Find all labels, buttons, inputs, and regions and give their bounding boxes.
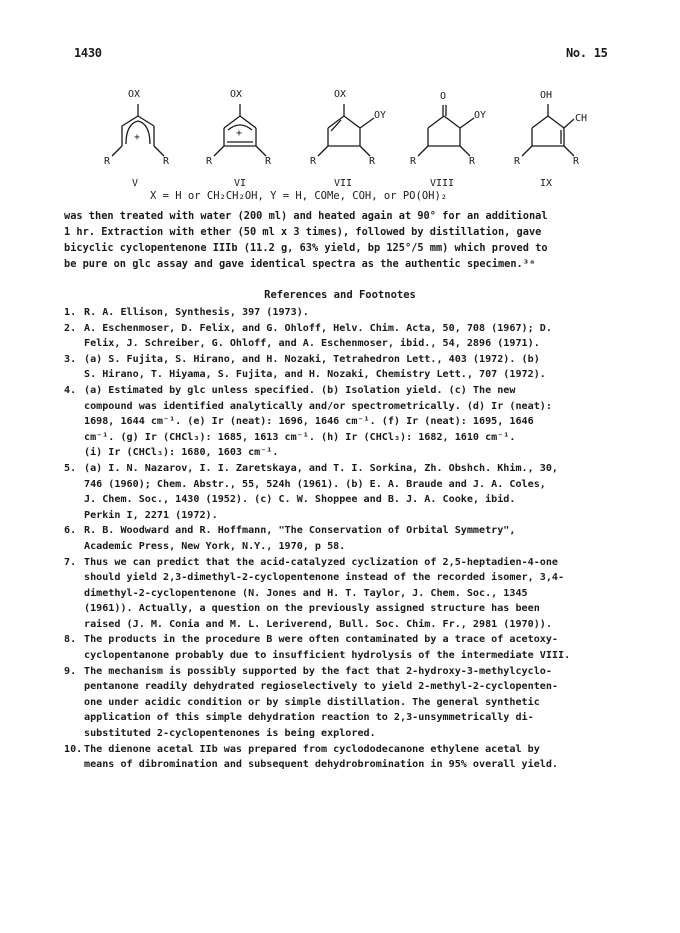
atom-r: R (514, 156, 521, 167)
reference-text: The mechanism is possibly supported by the fact that 2-hydroxy-3-methylcyclo- pentanone readily dehydrated regioselectively to yield 2-methyl-2-cyclopenten- one under acidic condition or by simple distillation. The general synthetic application of this simple dehydration reaction to 2,3-unsymmetrically di- substituted 2-cyclopentenones is being explored. (84, 665, 559, 740)
reference-item (64, 461, 628, 523)
atom-oh: OH (540, 90, 553, 101)
reference-text: The products in the procedure B were often contaminated by a trace of acetoxy- cyclopentanone probably due to insufficient hydrolysis of the intermediate VIII. (84, 634, 571, 662)
body-line: bicyclic cyclopentenone IIIb (11.2 g, 63% yield, bp 125°/5 mm) which proved to (64, 242, 548, 254)
reference-item (64, 742, 628, 773)
atom-r: R (104, 156, 111, 167)
reference-text: (a) S. Fujita, S. Hirano, and H. Nozaki, Tetrahedron Lett., 403 (1972). (b) S. Hirano, T. Hiyama, S. Fujita, and H. Nozaki, Chemistry Lett., 707 (1972). (84, 353, 546, 381)
structure-VI (206, 89, 272, 188)
atom-ch: CH (575, 113, 588, 124)
reference-text: R. A. Ellison, Synthesis, 397 (1973). (84, 307, 309, 318)
label-IX: IX (540, 178, 553, 188)
atom-ox: OX (334, 89, 347, 100)
reference-number: 3. (64, 353, 77, 365)
label-VIII: VIII (430, 178, 455, 188)
reference-number: 6. (64, 525, 77, 537)
atom-r: R (206, 156, 213, 167)
reference-item (64, 305, 628, 321)
reference-item (64, 321, 628, 352)
substituent-definition: X = H or CH₂CH₂OH, Y = H, COMe, COH, or PO(OH)₂ (150, 190, 448, 202)
body-line: was then treated with water (200 ml) and heated again at 90° for an additional (64, 210, 548, 222)
plus-charge: + (236, 128, 243, 139)
reference-number: 4. (64, 384, 77, 396)
reference-number: 2. (64, 322, 77, 334)
atom-r: R (265, 156, 272, 167)
body-line: 1 hr. Extraction with ether (50 ml x 3 times), followed by distillation, gave (64, 226, 542, 238)
reference-item (64, 352, 628, 383)
reference-number: 7. (64, 556, 77, 568)
structure-IX (514, 90, 587, 188)
atom-r: R (369, 156, 376, 167)
label-VI: VI (234, 178, 247, 188)
reference-text: Thus we can predict that the acid-catalyzed cyclization of 2,5-heptadien-4-one should yield 2,3-dimethyl-2-cyclopentenone instead of the recorded isomer, 3,4- dimethyl-2-cyclopentenone (N. Jones and H. T. Taylor, J. Chem. Soc., 1345 (1961)). Actually, a question on the previously assigned structure has been raised (J. M. Conia and M. L. Leriverend, Bull. Soc. Chim. Fr., 2981 (1970)). (84, 556, 565, 630)
reference-item (64, 555, 628, 633)
page-number: 1430 (74, 46, 102, 60)
atom-r: R (573, 156, 580, 167)
atom-r: R (310, 156, 317, 167)
atom-ox: OX (230, 89, 243, 100)
reference-item (64, 523, 628, 554)
reference-text: R. B. Woodward and R. Hoffmann, "The Conservation of Orbital Symmetry", Academic Press, New York, N.Y., 1970, p 58. (84, 525, 516, 552)
atom-oy: OY (374, 110, 387, 121)
reaction-scheme (0, 88, 680, 188)
section-title: References and Footnotes (264, 289, 416, 301)
body-line: be pure on glc assay and gave identical spectra as the authentic specimen.³ᵃ (64, 258, 536, 270)
structure-V (104, 89, 170, 188)
body-paragraph (64, 208, 624, 272)
atom-r: R (163, 156, 170, 167)
reference-number: 9. (64, 665, 77, 677)
reference-text: A. Eschenmoser, D. Felix, and G. Ohloff, Helv. Chim. Acta, 50, 708 (1967); D. Felix, J. Schreiber, G. Ohloff, and A. Eschenmoser, ibid., 54, 2896 (1971). (84, 322, 552, 350)
structure-VII (310, 89, 386, 188)
reference-text: The dienone acetal IIb was prepared from cyclododecanone ethylene acetal by means of dibromination and subsequent dehydrobromination in 95% overall yield. (84, 743, 559, 771)
reference-number: 10. (64, 743, 83, 755)
atom-oy: OY (474, 110, 487, 121)
reference-text: (a) I. N. Nazarov, I. I. Zaretskaya, and T. I. Sorkina, Zh. Obshch. Khim., 30, 746 (1960); Chem. Abstr., 55, 524h (1961). (b) E. A. Braude and J. A. Coles, J. Chem. Soc., 1430 (1952). (c) C. W. Shoppee and B. J. A. Cooke, ibid. Perkin I, 2271 (1972). (84, 462, 559, 521)
reference-item (64, 664, 628, 742)
reference-text: (a) Estimated by glc unless specified. (b) Isolation yield. (c) The new compound was identified analytically and/or spectrometrically. (d) Ir (neat): 1698, 1644 cm⁻¹. (e) Ir (neat): 1696, 1646 cm⁻¹. (f) Ir (neat): 1695, 1646 cm⁻¹. (g) Ir (CHCl₃): 1685, 1613 cm⁻¹. (h) Ir (CHCl₃): 1682, 1610 cm⁻¹. (i) Ir (CHCl₃): 1680, 1603 cm⁻¹. (84, 384, 552, 459)
label-VII: VII (334, 178, 353, 188)
reference-number: 1. (64, 307, 77, 318)
structure-VIII (410, 91, 486, 188)
reference-list (64, 305, 628, 773)
reference-number: 8. (64, 634, 77, 646)
label-V: V (132, 178, 139, 188)
reference-number: 5. (64, 462, 77, 474)
atom-o: O (440, 91, 447, 102)
plus-charge: + (134, 132, 141, 143)
atom-r: R (469, 156, 476, 167)
reference-item (64, 632, 628, 663)
reference-item (64, 383, 628, 461)
atom-ox: OX (128, 89, 141, 100)
atom-r: R (410, 156, 417, 167)
journal-issue: No. 15 (566, 46, 608, 60)
